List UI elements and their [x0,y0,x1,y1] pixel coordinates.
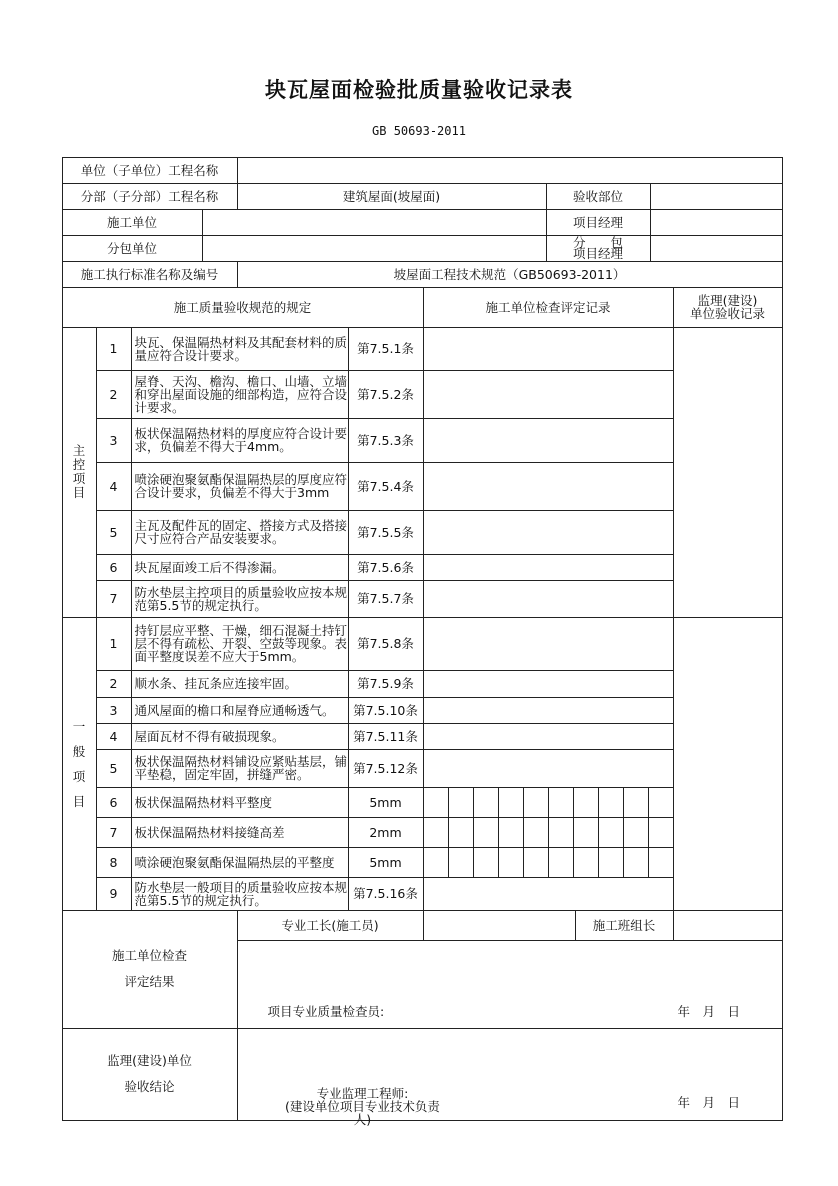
section-label-char: 一 [72,718,86,734]
item-requirement: 主瓦及配件瓦的固定、搭接方式及搭接尺寸应符合产品安装要求。 [131,510,349,555]
item-requirement: 屋脊、天沟、檐沟、檐口、山墙、立墙和穿出屋面设施的细部构造，应符合设计要求。 [131,370,349,419]
measurement-cell[interactable] [423,787,449,818]
item-requirement: 板状保温隔热材料铺设应紧贴基层，铺平垫稳，固定牢固，拼缝严密。 [131,749,349,788]
supervision-result-field[interactable] [237,1028,783,1127]
project-manager-field[interactable] [650,209,783,236]
contractor-result-field[interactable] [237,940,783,1029]
check-record-field[interactable] [423,697,674,724]
general-supervision-field[interactable] [673,617,783,911]
measurement-cell[interactable] [423,847,449,878]
item-number: 1 [96,327,132,371]
section-label-char: 目 [72,485,86,500]
measurement-cell[interactable] [523,847,549,878]
contractor-label: 施工单位 [62,209,203,236]
item-requirement: 防水垫层主控项目的质量验收应按本规范第5.5节的规定执行。 [131,580,349,618]
item-clause: 第7.5.8条 [348,617,424,671]
measurement-cell[interactable] [548,847,574,878]
contractor-field[interactable] [202,209,547,236]
measurement-cell[interactable] [648,847,674,878]
check-record-field[interactable] [423,617,674,671]
supervision-header-line1: 监理(建设) [697,293,758,308]
item-clause: 第7.5.1条 [348,327,424,371]
item-number: 2 [96,670,132,698]
item-clause: 第7.5.10条 [348,697,424,724]
section-label-char: 目 [72,793,86,809]
item-number: 6 [96,787,132,818]
item-requirement: 板状保温隔热材料的厚度应符合设计要求，负偏差不得大于4mm。 [131,418,349,463]
engineer-date: 年 月 日 [677,1094,741,1110]
check-record-field[interactable] [423,580,674,618]
item-requirement: 屋面瓦材不得有破损现象。 [131,723,349,750]
sub-pm-label [546,235,651,262]
section-label-char: 控 [72,457,86,472]
form-title: 块瓦屋面检验批质量验收记录表 [265,78,573,102]
measurement-cell[interactable] [623,787,649,818]
sub-pm-field[interactable] [650,235,783,262]
main-control-section-label [62,327,97,618]
supervision-column-header [673,287,783,328]
item-clause: 第7.5.3条 [348,418,424,463]
measurement-cell[interactable] [573,787,599,818]
item-number: 5 [96,510,132,555]
section-label-char: 项 [72,471,86,486]
division-field[interactable]: 建筑屋面(坡屋面) [237,183,547,210]
project-manager-label: 项目经理 [546,209,651,236]
measurement-cell[interactable] [448,847,474,878]
acceptance-part-field[interactable] [650,183,783,210]
measurement-cell[interactable] [473,817,499,848]
measurement-cell[interactable] [648,817,674,848]
measurement-cell[interactable] [498,847,524,878]
check-record-field[interactable] [423,723,674,750]
item-clause: 第7.5.6条 [348,554,424,581]
measurement-cell[interactable] [523,817,549,848]
item-number: 9 [96,877,132,911]
supervision-result-label [62,1028,238,1121]
engineer-label-line2: (建设单位项目专业技术负责人) [285,1098,440,1127]
item-requirement: 通风屋面的檐口和屋脊应通畅透气。 [131,697,349,724]
unit-project-label: 单位（子单位）工程名称 [62,157,238,184]
item-number: 3 [96,418,132,463]
item-number: 1 [96,617,132,671]
measurement-cell[interactable] [623,817,649,848]
general-section-label [62,617,97,911]
sub-pm-label-line2: 项目经理 [572,246,623,261]
item-number: 5 [96,749,132,788]
check-column-header: 施工单位检查评定记录 [423,287,674,328]
measurement-cell[interactable] [573,817,599,848]
acceptance-part-label: 验收部位 [546,183,651,210]
item-clause: 2mm [348,817,424,848]
measurement-cell[interactable] [598,847,624,878]
item-clause: 第7.5.2条 [348,370,424,419]
measurement-cell[interactable] [598,787,624,818]
measurement-cell[interactable] [498,817,524,848]
check-record-field[interactable] [423,554,674,581]
measurement-cell[interactable] [473,847,499,878]
item-number: 4 [96,462,132,511]
team-leader-field[interactable] [673,910,783,941]
subcontractor-field[interactable] [202,235,547,262]
measurement-cell[interactable] [473,787,499,818]
item-requirement: 喷涂硬泡聚氨酯保温隔热层的平整度 [131,847,349,878]
measurement-cell[interactable] [623,847,649,878]
contractor-result-line1: 施工单位检查 [111,948,187,963]
item-requirement: 板状保温隔热材料平整度 [131,787,349,818]
inspector-label: 项目专业质量检查员: [267,1003,385,1019]
check-record-field[interactable] [423,462,674,511]
item-requirement: 喷涂硬泡聚氨酯保温隔热层的厚度应符合设计要求，负偏差不得大于3mm [131,462,349,511]
check-record-field[interactable] [423,370,674,419]
section-label-char: 项 [72,768,86,784]
engineer-label-line1: 专业监理工程师: [316,1085,409,1101]
item-clause: 第7.5.12条 [348,749,424,788]
section-label-char: 主 [72,443,86,458]
team-leader-label: 施工班组长 [575,910,674,941]
item-number: 4 [96,723,132,750]
item-requirement: 持钉层应平整、干燥，细石混凝土持钉层不得有疏松、开裂、空鼓等现象。表面平整度误差不应大于5mm。 [131,617,349,671]
spec-column-header: 施工质量验收规范的规定 [62,287,424,328]
subcontractor-label: 分包单位 [62,235,203,262]
item-requirement: 防水垫层一般项目的质量验收应按本规范第5.5节的规定执行。 [131,877,349,911]
item-clause: 第7.5.16条 [348,877,424,911]
supervision-result-line1: 监理(建设)单位 [107,1053,192,1068]
standard-code: GB 50693-2011 [372,124,466,138]
contractor-result-label [62,910,238,1029]
measurement-cell[interactable] [523,787,549,818]
measurement-cell[interactable] [548,817,574,848]
measurement-cell[interactable] [423,817,449,848]
item-clause: 5mm [348,847,424,878]
item-number: 2 [96,370,132,419]
check-record-field[interactable] [423,510,674,555]
item-clause: 第7.5.11条 [348,723,424,750]
item-requirement: 块瓦屋面竣工后不得渗漏。 [131,554,349,581]
item-requirement: 顺水条、挂瓦条应连接牢固。 [131,670,349,698]
item-number: 7 [96,817,132,848]
inspector-date: 年 月 日 [677,1003,741,1019]
section-label-char: 般 [72,743,86,759]
item-requirement: 板状保温隔热材料接缝高差 [131,817,349,848]
sub-pm-label-line1: 分 包 [572,235,623,250]
measurement-cell[interactable] [498,787,524,818]
main-control-supervision-field[interactable] [673,327,783,618]
division-label: 分部（子分部）工程名称 [62,183,238,210]
measurement-cell[interactable] [573,847,599,878]
measurement-cell[interactable] [648,787,674,818]
item-number: 7 [96,580,132,618]
item-number: 8 [96,847,132,878]
standard-label: 施工执行标准名称及编号 [62,261,238,288]
foreman-field[interactable] [423,910,576,941]
check-record-field[interactable] [423,670,674,698]
item-requirement: 块瓦、保温隔热材料及其配套材料的质量应符合设计要求。 [131,327,349,371]
supervision-result-line2: 验收结论 [124,1079,175,1094]
check-record-field[interactable] [423,877,674,911]
check-record-field[interactable] [423,418,674,463]
measurement-cell[interactable] [448,817,474,848]
measurement-cell[interactable] [598,817,624,848]
engineer-label [278,1087,448,1126]
supervision-header-line2: 单位验收记录 [689,306,765,321]
item-clause: 5mm [348,787,424,818]
item-clause: 第7.5.5条 [348,510,424,555]
measurement-cell[interactable] [548,787,574,818]
check-record-field[interactable] [423,327,674,371]
item-clause: 第7.5.4条 [348,462,424,511]
unit-project-field[interactable] [237,157,783,184]
check-record-field[interactable] [423,749,674,788]
standard-field[interactable]: 坡屋面工程技术规范（GB50693-2011） [237,261,783,288]
contractor-result-line2: 评定结果 [124,974,175,989]
item-number: 6 [96,554,132,581]
item-clause: 第7.5.7条 [348,580,424,618]
item-number: 3 [96,697,132,724]
foreman-label: 专业工长(施工员) [237,910,424,941]
measurement-cell[interactable] [448,787,474,818]
item-clause: 第7.5.9条 [348,670,424,698]
